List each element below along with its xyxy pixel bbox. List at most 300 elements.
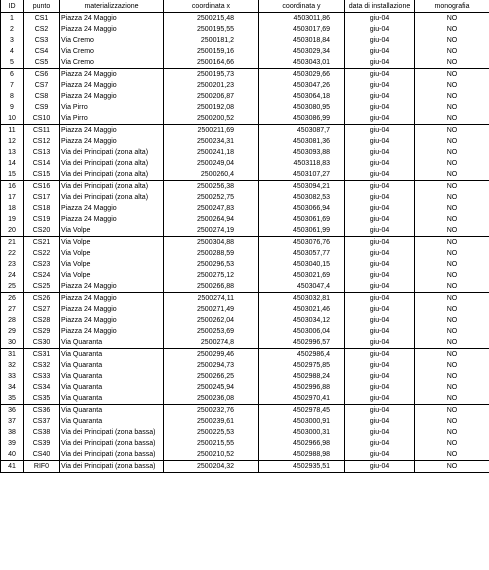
cell-monografia: NO <box>415 203 489 214</box>
cell-coordinata-x: 2500210,52 <box>164 449 259 461</box>
cell-punto: CS28 <box>24 315 60 326</box>
cell-coordinata-x: 2500274,8 <box>164 337 259 349</box>
cell-coordinata-x: 2500159,16 <box>164 46 259 57</box>
cell-coordinata-y: 4502986,4 <box>259 349 345 361</box>
cell-monografia: NO <box>415 91 489 102</box>
cell-punto: CS34 <box>24 382 60 393</box>
table-row <box>1 337 489 349</box>
cell-id: 35 <box>1 393 24 405</box>
table-row <box>1 360 489 371</box>
table-row <box>1 349 489 361</box>
cell-id: 32 <box>1 360 24 371</box>
cell-coordinata-y: 4502966,98 <box>259 438 345 449</box>
cell-data-installazione: giu-04 <box>345 35 415 46</box>
cell-id: 7 <box>1 80 24 91</box>
cell-monografia: NO <box>415 237 489 249</box>
cell-monografia: NO <box>415 147 489 158</box>
cell-monografia: NO <box>415 80 489 91</box>
header-materializzazione: materializzazione <box>60 0 164 13</box>
cell-coordinata-x: 2500234,31 <box>164 136 259 147</box>
cell-coordinata-y: 4503107,27 <box>259 169 345 181</box>
cell-monografia: NO <box>415 102 489 113</box>
cell-materializzazione: Via dei Principati (zona alta) <box>60 192 164 203</box>
cell-materializzazione: Piazza 24 Maggio <box>60 203 164 214</box>
cell-data-installazione: giu-04 <box>345 371 415 382</box>
cell-id: 36 <box>1 405 24 417</box>
cell-coordinata-y: 4503021,69 <box>259 270 345 281</box>
cell-coordinata-y: 4503087,7 <box>259 125 345 137</box>
cell-punto: CS25 <box>24 281 60 293</box>
cell-materializzazione: Via Cremo <box>60 57 164 69</box>
cell-materializzazione: Piazza 24 Maggio <box>60 24 164 35</box>
cell-data-installazione: giu-04 <box>345 91 415 102</box>
cell-coordinata-x: 2500206,87 <box>164 91 259 102</box>
cell-data-installazione: giu-04 <box>345 315 415 326</box>
cell-monografia: NO <box>415 158 489 169</box>
table-row <box>1 315 489 326</box>
cell-materializzazione: Via Cremo <box>60 35 164 46</box>
table-row <box>1 57 489 69</box>
cell-materializzazione: Via dei Principati (zona bassa) <box>60 438 164 449</box>
cell-coordinata-x: 2500252,75 <box>164 192 259 203</box>
cell-materializzazione: Via Quaranta <box>60 393 164 405</box>
cell-punto: CS6 <box>24 69 60 81</box>
cell-punto: CS40 <box>24 449 60 461</box>
table-row <box>1 304 489 315</box>
cell-data-installazione: giu-04 <box>345 203 415 214</box>
cell-coordinata-y: 4503086,99 <box>259 113 345 125</box>
cell-punto: CS39 <box>24 438 60 449</box>
cell-monografia: NO <box>415 337 489 349</box>
cell-coordinata-x: 2500204,32 <box>164 461 259 473</box>
cell-data-installazione: giu-04 <box>345 360 415 371</box>
cell-data-installazione: giu-04 <box>345 57 415 69</box>
cell-coordinata-x: 2500215,55 <box>164 438 259 449</box>
cell-materializzazione: Via dei Principati (zona alta) <box>60 169 164 181</box>
cell-coordinata-x: 2500225,53 <box>164 427 259 438</box>
cell-coordinata-x: 2500215,48 <box>164 13 259 25</box>
cell-monografia: NO <box>415 225 489 237</box>
cell-coordinata-y: 4503021,46 <box>259 304 345 315</box>
cell-punto: CS19 <box>24 214 60 225</box>
cell-id: 20 <box>1 225 24 237</box>
table-row <box>1 203 489 214</box>
cell-materializzazione: Via Cremo <box>60 46 164 57</box>
cell-monografia: NO <box>415 13 489 25</box>
cell-monografia: NO <box>415 438 489 449</box>
cell-coordinata-x: 2500296,53 <box>164 259 259 270</box>
cell-coordinata-y: 4503029,34 <box>259 46 345 57</box>
cell-id: 21 <box>1 237 24 249</box>
cell-punto: CS37 <box>24 416 60 427</box>
cell-coordinata-x: 2500256,38 <box>164 181 259 193</box>
cell-data-installazione: giu-04 <box>345 147 415 158</box>
cell-coordinata-x: 2500271,49 <box>164 304 259 315</box>
cell-data-installazione: giu-04 <box>345 102 415 113</box>
cell-materializzazione: Piazza 24 Maggio <box>60 326 164 337</box>
cell-id: 34 <box>1 382 24 393</box>
cell-coordinata-x: 2500164,66 <box>164 57 259 69</box>
cell-punto: CS1 <box>24 13 60 25</box>
table-row <box>1 69 489 81</box>
cell-coordinata-y: 4503094,21 <box>259 181 345 193</box>
cell-materializzazione: Via Volpe <box>60 270 164 281</box>
cell-coordinata-y: 4503061,99 <box>259 225 345 237</box>
cell-data-installazione: giu-04 <box>345 349 415 361</box>
cell-materializzazione: Via Volpe <box>60 248 164 259</box>
cell-monografia: NO <box>415 259 489 270</box>
cell-data-installazione: giu-04 <box>345 438 415 449</box>
cell-coordinata-x: 2500181,2 <box>164 35 259 46</box>
cell-monografia: NO <box>415 169 489 181</box>
table-row <box>1 13 489 25</box>
cell-monografia: NO <box>415 46 489 57</box>
cell-coordinata-y: 4503081,36 <box>259 136 345 147</box>
cell-punto: CS35 <box>24 393 60 405</box>
cell-materializzazione: Piazza 24 Maggio <box>60 91 164 102</box>
cell-monografia: NO <box>415 449 489 461</box>
cell-coordinata-y: 4503093,88 <box>259 147 345 158</box>
table-row <box>1 438 489 449</box>
table-row <box>1 225 489 237</box>
table-row <box>1 46 489 57</box>
cell-data-installazione: giu-04 <box>345 259 415 270</box>
cell-id: 18 <box>1 203 24 214</box>
cell-data-installazione: giu-04 <box>345 449 415 461</box>
cell-id: 23 <box>1 259 24 270</box>
cell-coordinata-x: 2500264,94 <box>164 214 259 225</box>
cell-id: 6 <box>1 69 24 81</box>
table-row <box>1 169 489 181</box>
header-monografia: monografia <box>415 0 489 13</box>
cell-punto: CS27 <box>24 304 60 315</box>
table-row <box>1 259 489 270</box>
table-row <box>1 416 489 427</box>
cell-materializzazione: Via Volpe <box>60 237 164 249</box>
cell-id: 41 <box>1 461 24 473</box>
table-row <box>1 35 489 46</box>
cell-data-installazione: giu-04 <box>345 270 415 281</box>
cell-punto: CS9 <box>24 102 60 113</box>
cell-materializzazione: Piazza 24 Maggio <box>60 315 164 326</box>
cell-id: 4 <box>1 46 24 57</box>
cell-coordinata-y: 4503000,31 <box>259 427 345 438</box>
cell-id: 14 <box>1 158 24 169</box>
cell-coordinata-x: 2500288,59 <box>164 248 259 259</box>
cell-punto: CS29 <box>24 326 60 337</box>
cell-data-installazione: giu-04 <box>345 80 415 91</box>
table-row <box>1 449 489 461</box>
cell-data-installazione: giu-04 <box>345 13 415 25</box>
table-row <box>1 371 489 382</box>
cell-data-installazione: giu-04 <box>345 393 415 405</box>
cell-data-installazione: giu-04 <box>345 337 415 349</box>
cell-id: 11 <box>1 125 24 137</box>
cell-materializzazione: Via Pirro <box>60 102 164 113</box>
cell-monografia: NO <box>415 24 489 35</box>
cell-coordinata-y: 4503076,76 <box>259 237 345 249</box>
cell-id: 38 <box>1 427 24 438</box>
cell-id: 39 <box>1 438 24 449</box>
cell-punto: CS15 <box>24 169 60 181</box>
table-row <box>1 382 489 393</box>
cell-id: 27 <box>1 304 24 315</box>
cell-materializzazione: Via Pirro <box>60 113 164 125</box>
cell-coordinata-y: 4503018,84 <box>259 35 345 46</box>
cell-data-installazione: giu-04 <box>345 225 415 237</box>
cell-materializzazione: Via dei Principati (zona bassa) <box>60 427 164 438</box>
table-row <box>1 24 489 35</box>
cell-coordinata-x: 2500195,55 <box>164 24 259 35</box>
cell-monografia: NO <box>415 461 489 473</box>
cell-coordinata-y: 4503032,81 <box>259 293 345 305</box>
cell-coordinata-y: 4503066,94 <box>259 203 345 214</box>
cell-id: 2 <box>1 24 24 35</box>
cell-punto: CS4 <box>24 46 60 57</box>
cell-coordinata-y: 4502970,41 <box>259 393 345 405</box>
cell-punto: CS5 <box>24 57 60 69</box>
cell-data-installazione: giu-04 <box>345 405 415 417</box>
cell-coordinata-x: 2500299,46 <box>164 349 259 361</box>
cell-coordinata-y: 4503047,4 <box>259 281 345 293</box>
cell-materializzazione: Piazza 24 Maggio <box>60 69 164 81</box>
cell-id: 1 <box>1 13 24 25</box>
cell-punto: CS30 <box>24 337 60 349</box>
cell-data-installazione: giu-04 <box>345 69 415 81</box>
cell-materializzazione: Piazza 24 Maggio <box>60 304 164 315</box>
cell-coordinata-x: 2500241,18 <box>164 147 259 158</box>
cell-punto: CS12 <box>24 136 60 147</box>
cell-data-installazione: giu-04 <box>345 125 415 137</box>
table-row <box>1 147 489 158</box>
cell-id: 15 <box>1 169 24 181</box>
cell-punto: CS14 <box>24 158 60 169</box>
cell-coordinata-x: 2500200,52 <box>164 113 259 125</box>
cell-punto: CS31 <box>24 349 60 361</box>
table-row <box>1 181 489 193</box>
cell-materializzazione: Via Quaranta <box>60 360 164 371</box>
cell-id: 9 <box>1 102 24 113</box>
cell-materializzazione: Via Quaranta <box>60 337 164 349</box>
cell-materializzazione: Piazza 24 Maggio <box>60 80 164 91</box>
cell-monografia: NO <box>415 281 489 293</box>
cell-materializzazione: Via Quaranta <box>60 405 164 417</box>
table-row <box>1 393 489 405</box>
cell-coordinata-x: 2500236,08 <box>164 393 259 405</box>
header-id: ID <box>1 0 24 13</box>
cell-punto: CS21 <box>24 237 60 249</box>
cell-id: 25 <box>1 281 24 293</box>
cell-id: 33 <box>1 371 24 382</box>
cell-materializzazione: Via dei Principati (zona alta) <box>60 181 164 193</box>
cell-data-installazione: giu-04 <box>345 158 415 169</box>
cell-coordinata-y: 4503000,91 <box>259 416 345 427</box>
cell-materializzazione: Via Quaranta <box>60 371 164 382</box>
cell-coordinata-y: 4502988,24 <box>259 371 345 382</box>
cell-id: 28 <box>1 315 24 326</box>
cell-id: 26 <box>1 293 24 305</box>
cell-data-installazione: giu-04 <box>345 326 415 337</box>
cell-data-installazione: giu-04 <box>345 427 415 438</box>
cell-coordinata-x: 2500201,23 <box>164 80 259 91</box>
cell-materializzazione: Via dei Principati (zona alta) <box>60 158 164 169</box>
cell-coordinata-y: 4503064,18 <box>259 91 345 102</box>
cell-data-installazione: giu-04 <box>345 214 415 225</box>
cell-monografia: NO <box>415 270 489 281</box>
cell-punto: CS18 <box>24 203 60 214</box>
cell-coordinata-y: 4502996,57 <box>259 337 345 349</box>
cell-data-installazione: giu-04 <box>345 24 415 35</box>
cell-data-installazione: giu-04 <box>345 248 415 259</box>
cell-coordinata-y: 4503034,12 <box>259 315 345 326</box>
cell-id: 40 <box>1 449 24 461</box>
table-row <box>1 91 489 102</box>
cell-monografia: NO <box>415 214 489 225</box>
cell-monografia: NO <box>415 416 489 427</box>
cell-data-installazione: giu-04 <box>345 237 415 249</box>
cell-monografia: NO <box>415 192 489 203</box>
cell-coordinata-x: 2500195,73 <box>164 69 259 81</box>
cell-coordinata-y: 4502975,85 <box>259 360 345 371</box>
cell-data-installazione: giu-04 <box>345 281 415 293</box>
header-punto: punto <box>24 0 60 13</box>
cell-punto: CS22 <box>24 248 60 259</box>
cell-coordinata-x: 2500253,69 <box>164 326 259 337</box>
cell-materializzazione: Via dei Principati (zona bassa) <box>60 449 164 461</box>
cell-punto: CS38 <box>24 427 60 438</box>
cell-data-installazione: giu-04 <box>345 293 415 305</box>
cell-data-installazione: giu-04 <box>345 382 415 393</box>
table-row <box>1 427 489 438</box>
cell-coordinata-x: 2500274,19 <box>164 225 259 237</box>
cell-materializzazione: Piazza 24 Maggio <box>60 214 164 225</box>
cell-id: 13 <box>1 147 24 158</box>
cell-id: 29 <box>1 326 24 337</box>
header-data-installazione: data di installazione <box>345 0 415 13</box>
cell-materializzazione: Via Quaranta <box>60 416 164 427</box>
cell-coordinata-y: 4503006,04 <box>259 326 345 337</box>
cell-monografia: NO <box>415 349 489 361</box>
cell-monografia: NO <box>415 405 489 417</box>
cell-id: 3 <box>1 35 24 46</box>
cell-punto: CS33 <box>24 371 60 382</box>
cell-coordinata-y: 4503043,01 <box>259 57 345 69</box>
cell-id: 19 <box>1 214 24 225</box>
cell-monografia: NO <box>415 427 489 438</box>
cell-coordinata-y: 4503017,69 <box>259 24 345 35</box>
table-row <box>1 136 489 147</box>
cell-id: 22 <box>1 248 24 259</box>
cell-punto: CS16 <box>24 181 60 193</box>
cell-coordinata-x: 2500262,04 <box>164 315 259 326</box>
cell-data-installazione: giu-04 <box>345 169 415 181</box>
cell-materializzazione: Piazza 24 Maggio <box>60 125 164 137</box>
cell-coordinata-y: 4502978,45 <box>259 405 345 417</box>
cell-id: 17 <box>1 192 24 203</box>
table-row <box>1 80 489 91</box>
cell-coordinata-x: 2500247,83 <box>164 203 259 214</box>
cell-punto: CS32 <box>24 360 60 371</box>
table-row <box>1 102 489 113</box>
cell-monografia: NO <box>415 113 489 125</box>
cell-punto: CS2 <box>24 24 60 35</box>
cell-coordinata-x: 2500249,04 <box>164 158 259 169</box>
table-row <box>1 326 489 337</box>
cell-monografia: NO <box>415 304 489 315</box>
cell-id: 8 <box>1 91 24 102</box>
cell-coordinata-y: 4503029,66 <box>259 69 345 81</box>
cell-data-installazione: giu-04 <box>345 416 415 427</box>
header-coordinata-x: coordinata x <box>164 0 259 13</box>
cell-monografia: NO <box>415 181 489 193</box>
table-row <box>1 461 489 473</box>
cell-punto: CS20 <box>24 225 60 237</box>
cell-coordinata-x: 2500275,12 <box>164 270 259 281</box>
cell-id: 24 <box>1 270 24 281</box>
cell-materializzazione: Piazza 24 Maggio <box>60 13 164 25</box>
cell-punto: CS26 <box>24 293 60 305</box>
cell-monografia: NO <box>415 315 489 326</box>
cell-materializzazione: Piazza 24 Maggio <box>60 136 164 147</box>
cell-monografia: NO <box>415 326 489 337</box>
cell-punto: CS17 <box>24 192 60 203</box>
cell-materializzazione: Piazza 24 Maggio <box>60 281 164 293</box>
cell-data-installazione: giu-04 <box>345 136 415 147</box>
cell-materializzazione: Piazza 24 Maggio <box>60 293 164 305</box>
table-row <box>1 214 489 225</box>
cell-coordinata-x: 2500266,88 <box>164 281 259 293</box>
cell-materializzazione: Via dei Principati (zona bassa) <box>60 461 164 473</box>
cell-data-installazione: giu-04 <box>345 461 415 473</box>
cell-data-installazione: giu-04 <box>345 181 415 193</box>
cell-coordinata-x: 2500239,61 <box>164 416 259 427</box>
cell-monografia: NO <box>415 248 489 259</box>
cell-coordinata-x: 2500274,11 <box>164 293 259 305</box>
cell-coordinata-y: 4502996,88 <box>259 382 345 393</box>
header-coordinata-y: coordinata y <box>259 0 345 13</box>
cell-punto: CS7 <box>24 80 60 91</box>
cell-monografia: NO <box>415 382 489 393</box>
cell-materializzazione: Via Volpe <box>60 225 164 237</box>
cell-coordinata-y: 4502935,51 <box>259 461 345 473</box>
table-row <box>1 237 489 249</box>
cell-coordinata-y: 4503118,83 <box>259 158 345 169</box>
cell-data-installazione: giu-04 <box>345 304 415 315</box>
table-row <box>1 125 489 137</box>
table-row <box>1 293 489 305</box>
cell-punto: CS23 <box>24 259 60 270</box>
cell-monografia: NO <box>415 69 489 81</box>
cell-coordinata-y: 4503011,86 <box>259 13 345 25</box>
cell-coordinata-y: 4503082,53 <box>259 192 345 203</box>
cell-coordinata-x: 2500260,4 <box>164 169 259 181</box>
cell-coordinata-y: 4503047,26 <box>259 80 345 91</box>
cell-materializzazione: Via dei Principati (zona alta) <box>60 147 164 158</box>
cell-id: 12 <box>1 136 24 147</box>
cell-punto: CS3 <box>24 35 60 46</box>
table-row <box>1 248 489 259</box>
cell-materializzazione: Via Quaranta <box>60 349 164 361</box>
cell-data-installazione: giu-04 <box>345 113 415 125</box>
table-row <box>1 405 489 417</box>
cell-id: 31 <box>1 349 24 361</box>
cell-monografia: NO <box>415 57 489 69</box>
cell-coordinata-x: 2500304,88 <box>164 237 259 249</box>
cell-monografia: NO <box>415 360 489 371</box>
cell-id: 10 <box>1 113 24 125</box>
cell-punto: CS36 <box>24 405 60 417</box>
cell-punto: RIF0 <box>24 461 60 473</box>
